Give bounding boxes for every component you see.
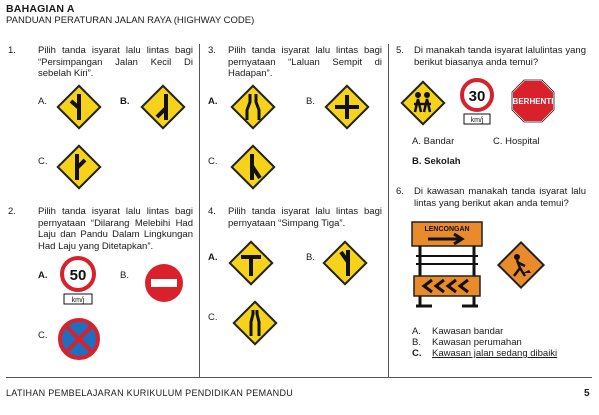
speed-unit: km/j [470, 117, 484, 124]
detour-barrier-sign [410, 220, 484, 312]
footer-divider [6, 377, 592, 378]
column-divider [199, 44, 200, 377]
answer-option[interactable]: B. Sekolah [412, 156, 461, 167]
speed-value: 50 [69, 267, 87, 284]
option-label[interactable]: A. [38, 96, 47, 107]
option-label[interactable]: A. [208, 96, 218, 107]
answer-text[interactable]: Kawasan bandar [432, 326, 504, 337]
school-children-sign [400, 80, 446, 126]
question-text: Pilih tanda isyarat lalu lintas bagi pernyataan “Simpang Tiga”. [228, 206, 382, 229]
speed-limit-sign [456, 78, 498, 130]
t-junction-sign[interactable] [228, 240, 274, 286]
answer-letter[interactable]: B. [412, 337, 421, 348]
question-text: Di kawasan manakah tanda isyarat lalu lintas yang berikut akan anda temui? [414, 186, 586, 209]
option-label[interactable]: B. [120, 270, 129, 281]
answer-letter[interactable]: A. [412, 326, 421, 337]
dual-carriageway-ends-sign[interactable] [232, 300, 278, 346]
question-text: Pilih tanda isyarat lalu lintas bagi “Persimpangan Jalan Kecil Di sebelah Kiri”. [38, 45, 193, 79]
section-subtitle: PANDUAN PERATURAN JALAN RAYA (HIGHWAY CODE) [6, 15, 255, 26]
minor-junction-right-sign-c[interactable] [56, 144, 102, 190]
page-number: 5 [584, 388, 590, 399]
option-label[interactable]: A. [38, 270, 48, 281]
question-text: Pilih tanda isyarat lalu lintas bagi pernyataan “Laluan Sempit di Hadapan”. [228, 45, 382, 79]
question-number: 3. [208, 45, 216, 56]
column-divider [388, 44, 389, 377]
minor-junction-left-sign-a[interactable] [56, 84, 102, 130]
answer-option[interactable]: A. Bandar [412, 136, 455, 147]
option-label[interactable]: A. [208, 252, 218, 263]
crossroads-sign[interactable] [324, 84, 370, 130]
speed-limit-sign[interactable] [56, 256, 100, 308]
question-text: Di manakah tanda isyarat lalulintas yang berikut biasanya anda temui? [414, 45, 586, 68]
stop-text: BERHENTI [512, 97, 554, 106]
footer-text: LATIHAN PEMBELAJARAN KURIKULUM PENDIDIKAN PEMANDU [6, 388, 294, 398]
option-label[interactable]: C. [38, 156, 48, 167]
option-label[interactable]: C. [208, 156, 218, 167]
roadworks-sign [496, 240, 546, 290]
merging-traffic-sign[interactable] [230, 144, 276, 190]
question-text: Pilih tanda isyarat lalu lintas bagi pernyataan “Dilarang Melebihi Had Laju dan Pandu Dalam Lingkungan Had Laju yang Ditetapkan”. [38, 206, 193, 252]
answer-text[interactable]: Kawasan perumahan [432, 337, 522, 348]
section-title: BAHAGIAN A [6, 3, 75, 15]
speed-value: 30 [468, 88, 486, 105]
question-number: 4. [208, 206, 216, 217]
speed-unit: km/j [71, 297, 85, 304]
answer-text[interactable]: Kawasan jalan sedang dibaiki [432, 348, 558, 359]
question-number: 5. [396, 45, 404, 56]
option-label[interactable]: C. [38, 330, 48, 341]
no-stopping-sign[interactable] [58, 318, 100, 360]
option-label[interactable]: B. [120, 96, 130, 107]
answer-letter[interactable]: C. [412, 348, 422, 359]
question-number: 2. [8, 206, 16, 217]
question-number: 1. [8, 45, 16, 56]
answer-option[interactable]: C. Hospital [493, 136, 540, 147]
side-road-sign[interactable] [322, 240, 368, 286]
option-label[interactable]: B. [306, 96, 315, 107]
question-number: 6. [396, 186, 404, 197]
no-entry-sign[interactable] [143, 262, 185, 304]
option-label[interactable]: B. [306, 252, 315, 263]
option-label[interactable]: C. [208, 312, 218, 323]
minor-junction-left-sign-b[interactable] [140, 84, 186, 130]
lencongan-text: LENCONGAN [424, 226, 470, 233]
road-narrows-sign-a[interactable] [230, 84, 276, 130]
stop-sign [510, 78, 556, 124]
